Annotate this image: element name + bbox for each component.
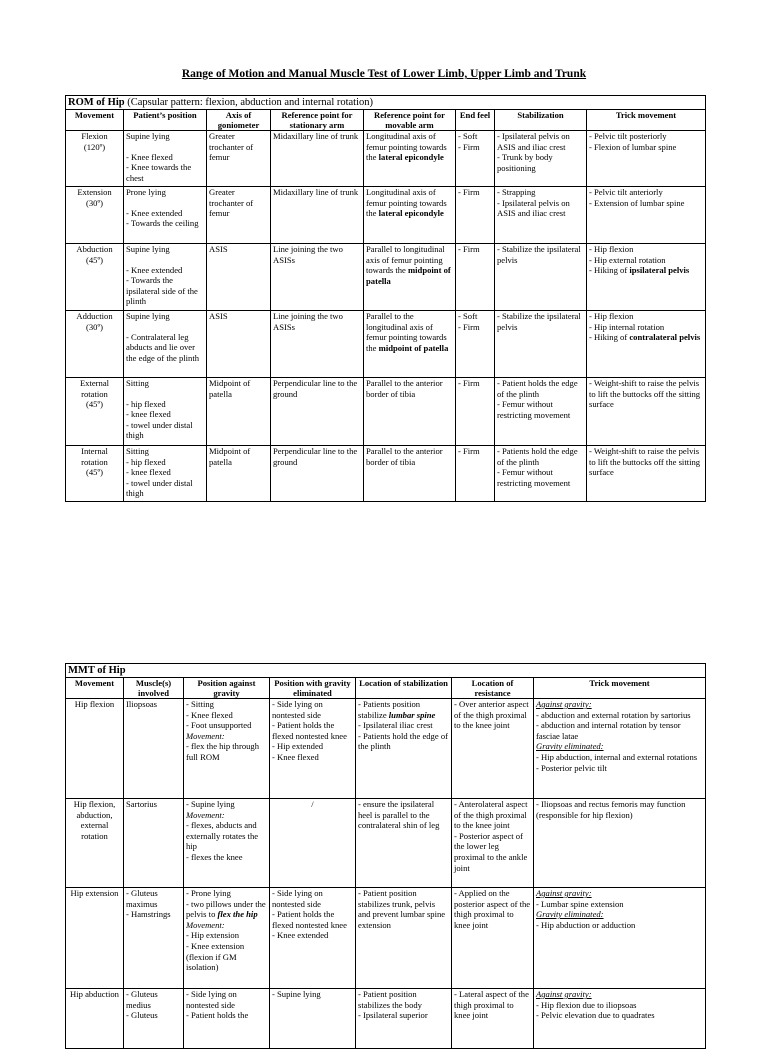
trick-cell: - Pelvic tilt posteriorly - Flexion of lumbar spine xyxy=(587,131,706,187)
col-header: Movement xyxy=(66,110,124,131)
stationary-cell: Midaxillary line of trunk xyxy=(271,187,364,244)
movable-cell: Longitudinal axis of femur pointing towards the lateral epicondyle xyxy=(364,131,456,187)
document-title: Range of Motion and Manual Muscle Test of Lower Limb, Upper Limb and Trunk xyxy=(181,68,587,80)
rom-subheading: (Capsular pattern: flexion, abduction and internal rotation) xyxy=(127,97,374,108)
table-row xyxy=(66,989,706,1049)
table-row xyxy=(66,699,706,799)
trick-cell: - Weight-shift to raise the pelvis to lift the buttocks off the sitting surface xyxy=(587,446,706,502)
mmt-header-row xyxy=(66,678,706,699)
mmt-hip-table xyxy=(65,663,706,1049)
endfeel-cell: - Firm xyxy=(456,378,495,446)
stationary-cell: Line joining the two ASISs xyxy=(271,311,364,378)
endfeel-cell: - Firm xyxy=(456,244,495,311)
movement-cell: Hip flexion, abduction, external rotation xyxy=(66,799,124,888)
col-header: Position with gravity eliminated xyxy=(270,678,356,699)
movement-cell: Abduction (45º) xyxy=(66,244,124,311)
trick-cell: - Hip flexion - Hip internal rotation - Hiking of contralateral pelvis xyxy=(587,311,706,378)
resistance-cell: - Over anterior aspect of the thigh proximal to the knee joint xyxy=(452,699,534,799)
position-cell: Supine lying - Knee extended - Towards the ipsilateral side of the plinth xyxy=(124,244,207,311)
endfeel-cell: - Soft - Firm xyxy=(456,311,495,378)
axis-cell: ASIS xyxy=(207,244,271,311)
rom-header-row xyxy=(66,110,706,131)
stabilization-cell: - Strapping - Ipsilateral pelvis on ASIS and iliac crest xyxy=(495,187,587,244)
muscles-cell: Iliopsoas xyxy=(124,699,184,799)
movement-cell: Flexion (120º) xyxy=(66,131,124,187)
endfeel-cell: - Firm xyxy=(456,446,495,502)
table-row xyxy=(66,446,706,502)
trick-cell: - Hip flexion - Hip external rotation - Hiking of ipsilateral pelvis xyxy=(587,244,706,311)
movement-cell: Internal rotation (45º) xyxy=(66,446,124,502)
against-gravity-cell: - Supine lying Movement: - flexes, abducts and externally rotates the hip - flexes the knee xyxy=(184,799,270,888)
movement-cell: Adduction (30º) xyxy=(66,311,124,378)
position-cell: Supine lying - Knee flexed - Knee towards the chest xyxy=(124,131,207,187)
table-row xyxy=(66,244,706,311)
rom-heading: ROM of Hip xyxy=(68,97,125,108)
movement-cell: Hip flexion xyxy=(66,699,124,799)
stabilization-cell: - Patient holds the edge of the plinth - Femur without restricting movement xyxy=(495,378,587,446)
axis-cell: Midpoint of patella xyxy=(207,378,271,446)
muscles-cell: Sartorius xyxy=(124,799,184,888)
movement-cell: Extension (30º) xyxy=(66,187,124,244)
col-header: Patient’s position xyxy=(124,110,207,131)
col-header: Location of resistance xyxy=(452,678,534,699)
col-header: Movement xyxy=(66,678,124,699)
muscles-cell: - Gluteus medius - Gluteus xyxy=(124,989,184,1049)
gravity-eliminated-cell: - Side lying on nontested side - Patient holds the flexed nontested knee - Knee extended xyxy=(270,888,356,989)
movement-cell: External rotation (45º) xyxy=(66,378,124,446)
col-header: Trick movement xyxy=(534,678,706,699)
stabilization-cell: - ensure the ipsilateral heel is parallel to the contralateral shin of leg xyxy=(356,799,452,888)
trick-cell: - Iliopsoas and rectus femoris may function (responsible for hip flexion) xyxy=(534,799,706,888)
stabilization-cell: - Ipsilateral pelvis on ASIS and iliac crest - Trunk by body positioning xyxy=(495,131,587,187)
position-cell: Sitting - hip flexed - knee flexed - towel under distal thigh xyxy=(124,378,207,446)
trick-cell: Against gravity: - abduction and external rotation by sartorius - abduction and internal rotation by tensor fasciae latae Gravity eliminated: - Hip abduction, internal and external rotations - Posterior pelvic tilt xyxy=(534,699,706,799)
col-header: Reference point for movable arm xyxy=(364,110,456,131)
mmt-heading: MMT of Hip xyxy=(68,665,126,676)
table-row xyxy=(66,311,706,378)
axis-cell: Midpoint of patella xyxy=(207,446,271,502)
position-cell: Supine lying - Contralateral leg abducts and lie over the edge of the plinth xyxy=(124,311,207,378)
col-header: Position against gravity xyxy=(184,678,270,699)
rom-hip-table xyxy=(65,95,706,502)
stationary-cell: Perpendicular line to the ground xyxy=(271,378,364,446)
against-gravity-cell: - Side lying on nontested side - Patient holds the xyxy=(184,989,270,1049)
position-cell: Sitting - hip flexed - knee flexed - towel under distal thigh xyxy=(124,446,207,502)
resistance-cell: - Anterolateral aspect of the thigh proximal to the knee joint - Posterior aspect of the lower leg proximal to the ankle joint xyxy=(452,799,534,888)
endfeel-cell: - Firm xyxy=(456,187,495,244)
col-header: Stabilization xyxy=(495,110,587,131)
stabilization-cell: - Patients position stabilize lumbar spine - Ipsilateral iliac crest - Patients hold the edge of the plinth xyxy=(356,699,452,799)
position-cell: Prone lying - Knee extended - Towards the ceiling xyxy=(124,187,207,244)
trick-cell: Against gravity: - Lumbar spine extension Gravity eliminated: - Hip abduction or adduction xyxy=(534,888,706,989)
gravity-eliminated-cell: - Side lying on nontested side - Patient holds the flexed nontested knee - Hip extended - Knee flexed xyxy=(270,699,356,799)
gravity-eliminated-cell: / xyxy=(270,799,356,888)
movable-cell: Parallel to longitudinal axis of femur pointing towards the midpoint of patella xyxy=(364,244,456,311)
col-header: Axis of goniometer xyxy=(207,110,271,131)
table-row xyxy=(66,378,706,446)
col-header: Muscle(s) involved xyxy=(124,678,184,699)
stabilization-cell: - Patients hold the edge of the plinth - Femur without restricting movement xyxy=(495,446,587,502)
stationary-cell: Perpendicular line to the ground xyxy=(271,446,364,502)
trick-cell: Against gravity: - Hip flexion due to iliopsoas - Pelvic elevation due to quadrates xyxy=(534,989,706,1049)
table-row xyxy=(66,888,706,989)
resistance-cell: - Lateral aspect of the thigh proximal to knee joint xyxy=(452,989,534,1049)
gravity-eliminated-cell: - Supine lying xyxy=(270,989,356,1049)
axis-cell: ASIS xyxy=(207,311,271,378)
stationary-cell: Line joining the two ASISs xyxy=(271,244,364,311)
col-header: Trick movement xyxy=(587,110,706,131)
stabilization-cell: - Patient position stabilizes the body - Ipsilateral superior xyxy=(356,989,452,1049)
endfeel-cell: - Soft - Firm xyxy=(456,131,495,187)
table-row xyxy=(66,799,706,888)
movable-cell: Parallel to the longitudinal axis of femur pointing towards the midpoint of patella xyxy=(364,311,456,378)
col-header: Reference point for stationary arm xyxy=(271,110,364,131)
rom-section-heading xyxy=(66,96,706,110)
resistance-cell: - Applied on the posterior aspect of the thigh proximal to knee joint xyxy=(452,888,534,989)
table-row xyxy=(66,187,706,244)
against-gravity-cell: - Prone lying - two pillows under the pelvis to flex the hip Movement: - Hip extension - Knee extension (flexion if GM isolation) xyxy=(184,888,270,989)
muscles-cell: - Gluteus maximus - Hamstrings xyxy=(124,888,184,989)
stabilization-cell: - Stabilize the ipsilateral pelvis xyxy=(495,244,587,311)
mmt-section-heading xyxy=(66,664,706,678)
movement-cell: Hip extension xyxy=(66,888,124,989)
stabilization-cell: - Patient position stabilizes trunk, pelvis and prevent lumbar spine extension xyxy=(356,888,452,989)
col-header: End feel xyxy=(456,110,495,131)
movement-cell: Hip abduction xyxy=(66,989,124,1049)
against-gravity-cell: - Sitting - Knee flexed - Foot unsupported Movement: - flex the hip through full ROM xyxy=(184,699,270,799)
stabilization-cell: - Stabilize the ipsilateral pelvis xyxy=(495,311,587,378)
axis-cell: Greater trochanter of femur xyxy=(207,131,271,187)
movable-cell: Longitudinal axis of femur pointing towards the lateral epicondyle xyxy=(364,187,456,244)
table-row xyxy=(66,131,706,187)
axis-cell: Greater trochanter of femur xyxy=(207,187,271,244)
movable-cell: Parallel to the anterior border of tibia xyxy=(364,446,456,502)
stationary-cell: Midaxillary line of trunk xyxy=(271,131,364,187)
trick-cell: - Weight-shift to raise the pelvis to lift the buttocks off the sitting surface xyxy=(587,378,706,446)
trick-cell: - Pelvic tilt anteriorly - Extension of lumbar spine xyxy=(587,187,706,244)
col-header: Location of stabilization xyxy=(356,678,452,699)
movable-cell: Parallel to the anterior border of tibia xyxy=(364,378,456,446)
